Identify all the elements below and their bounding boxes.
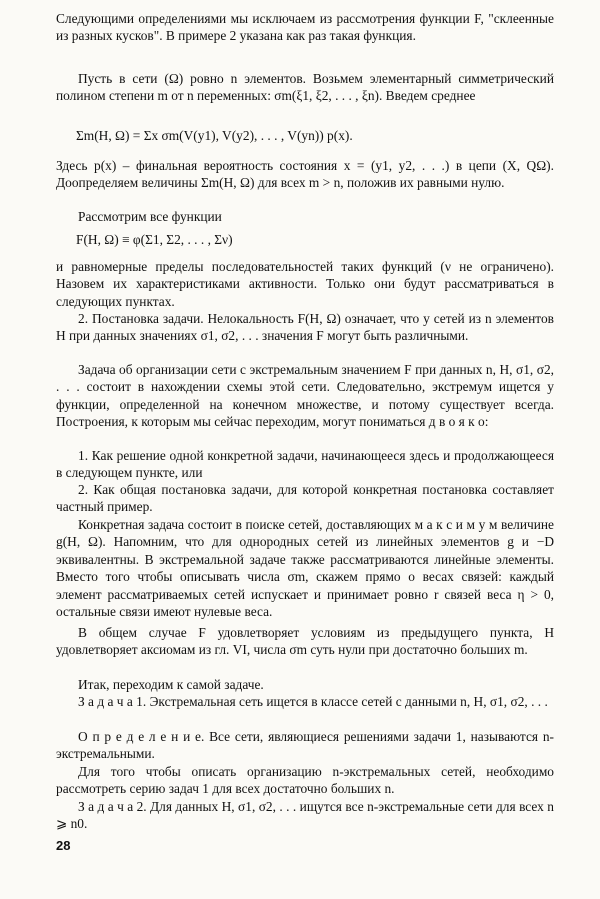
paragraph-1: Следующими определениями мы исключаем из рассмотрения функции F, "склеенные из разных кусков". В примере 2 указана как раз такая функция. bbox=[56, 11, 554, 44]
paragraph-16: З а д а ч а 2. Для данных H, σ1, σ2, . . . ищутся все n-экстремальные сети для всех n ⩾ n0. bbox=[56, 799, 554, 832]
paragraph-7: Задача об организации сети с экстремальным значением F при данных n, H, σ1, σ2, . . . состоит в нахождении схемы этой сети. Следовательно, экстремум ищется у функции, определенной на конечном множестве, и потому существует всегда. Построения, к которым мы сейчас переходим, могут пониматься д в о я к о: bbox=[56, 362, 554, 430]
formula-mean: Σm(H, Ω) = Σx σm(V(y1), V(y2), . . . , V(yn)) p(x). bbox=[76, 128, 353, 143]
paragraph-14: О п р е д е л е н и е. Все сети, являющиеся решениями задачи 1, называются n-экстремальными. bbox=[56, 729, 554, 762]
paragraph-3: Здесь p(x) – финальная вероятность состояния x = (y1, y2, . . .) в цепи (X, QΩ). Доопределяем величины Σm(H, Ω) для всех m > n, положив их равными нулю. bbox=[56, 158, 554, 191]
paragraph-4: Рассмотрим все функции bbox=[78, 209, 222, 224]
paragraph-5: и равномерные пределы последовательностей таких функций (ν не ограничено). Назовем их характеристиками активности. Только они будут рассматриваться в следующих пунктах. bbox=[56, 259, 554, 309]
paragraph-13: З а д а ч а 1. Экстремальная сеть ищется в классе сетей с данными n, H, σ1, σ2, . . . bbox=[78, 694, 548, 709]
paragraph-15: Для того чтобы описать организацию n-экстремальных сетей, необходимо рассмотреть серию задач 1 для всех достаточно больших n. bbox=[56, 764, 554, 797]
paragraph-11: В общем случае F удовлетворяет условиям из предыдущего пункта, H удовлетворяет аксиомам из гл. VI, числа σm суть нули при достаточно больших m. bbox=[56, 625, 554, 658]
paragraph-12: Итак, переходим к самой задаче. bbox=[78, 677, 264, 692]
paragraph-2: Пусть в сети (Ω) ровно n элементов. Возьмем элементарный симметрический полином степени m от n переменных: σm(ξ1, ξ2, . . . , ξn). Введем среднее bbox=[56, 71, 554, 104]
paragraph-9: 2. Как общая постановка задачи, для которой конкретная постановка составляет частный пример. bbox=[56, 482, 554, 515]
page-number: 28 bbox=[56, 838, 71, 853]
paragraph-6: 2. Постановка задачи. Нелокальность F(H, Ω) означает, что у сетей из n элементов H при данных значениях σ1, σ2, . . . значения F могут быть различными. bbox=[56, 311, 554, 344]
paragraph-10: Конкретная задача состоит в поиске сетей, доставляющих м а к с и м у м величине g(H, Ω). Напомним, что для однородных сетей из линейных элементов g и −D эквивалентны. В экстремальной задаче также рассматриваются линейные элементы. Вместо того чтобы описывать числа σm, скажем прямо о весах связей: каждый элемент рассматриваемых сетей испускает и принимает ровно r связей веса η > 0, остальные связи имеют нулевые веса. bbox=[56, 517, 554, 620]
formula-function: F(H, Ω) ≡ φ(Σ1, Σ2, . . . , Σν) bbox=[76, 232, 233, 247]
paragraph-8: 1. Как решение одной конкретной задачи, начинающееся здесь и продолжающееся в следующем пункте, или bbox=[56, 448, 554, 481]
